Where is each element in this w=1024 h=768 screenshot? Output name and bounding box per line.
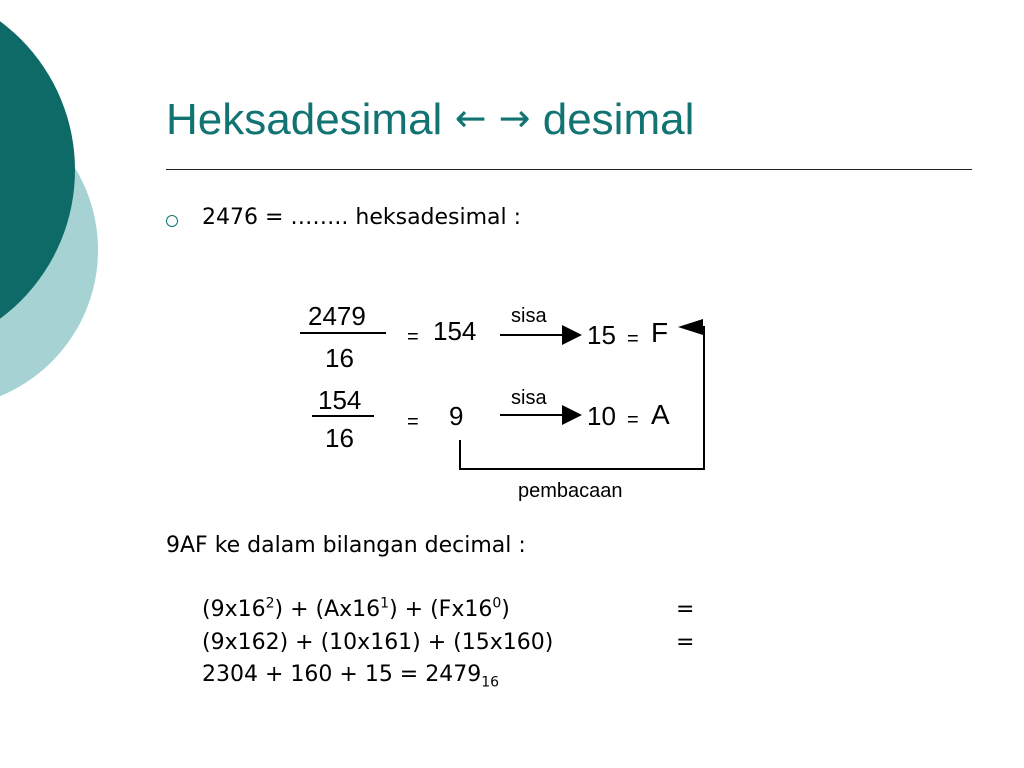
title-right: desimal: [542, 95, 695, 144]
row2-quotient: 9: [449, 401, 464, 431]
left-arrow-icon: ←: [454, 96, 487, 140]
row1-quotient: 154: [433, 316, 477, 346]
conversion-line-2-equals: =: [676, 630, 695, 655]
conversion-line-2: (9x162) + (10x161) + (15x160): [202, 630, 554, 655]
row1-denominator: 16: [325, 343, 354, 373]
row2-denominator: 16: [325, 423, 354, 453]
row2-numerator: 154: [318, 385, 362, 415]
row1-equals: =: [407, 326, 419, 348]
row2-equals: =: [407, 411, 419, 433]
conversion-line-1: $(9x16^2) + (Ax16^1) + (Fx16^0)$: [202, 595, 510, 622]
right-arrow-icon: →: [498, 96, 531, 140]
row1-hex-digit: F: [651, 317, 669, 348]
row2-hex-digit: A: [651, 399, 670, 430]
row1-remainder: 15: [587, 320, 616, 350]
conversion-heading: 9AF ke dalam bilangan decimal :: [166, 533, 526, 558]
reading-arrow-head: [678, 319, 703, 335]
reading-label: pembacaan: [518, 480, 623, 502]
conversion-line-1-equals: =: [676, 597, 695, 622]
bullet-text: 2476 = …….. heksadesimal :: [202, 205, 522, 230]
row2-remainder: 10: [587, 401, 616, 431]
title-left: Heksadesimal: [166, 95, 443, 144]
row1-numerator: 2479: [308, 301, 366, 331]
conversion-line-3: $2304 + 160 + 15 = 2479_{16}$: [202, 662, 500, 691]
row1-sisa-label: sisa: [511, 305, 547, 327]
row2-sisa-label: sisa: [511, 387, 547, 409]
reading-path-line: [460, 327, 704, 469]
row2-equals2: =: [627, 409, 639, 431]
row1-equals2: =: [627, 328, 639, 350]
